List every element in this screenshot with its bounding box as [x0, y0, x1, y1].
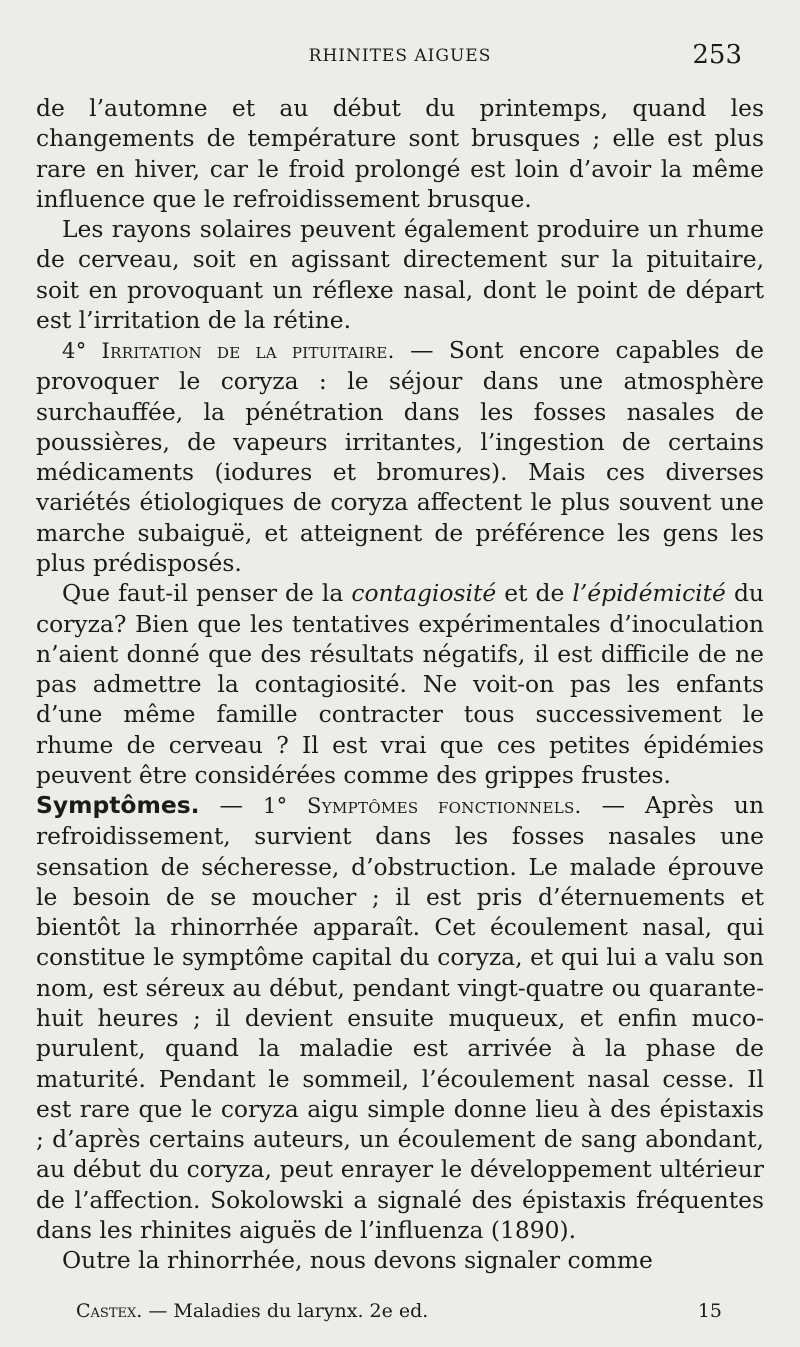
paragraph-text: — Après un refroidissement, survient dans les fosses nasales une sensation de sécheresse, d’obstruction. Le malade éprouve le besoin de se moucher ; il est pris d’éternuements et bientôt la rhinorrhée apparaît. Cet écoulement nasal, qui constitue le symptôme capital du coryza, et qui lui a valu son nom, est séreux au début, pendant vingt-quatre ou quarante-huit heures ; il devient ensuite muqueux, et enfin muco-purulent, quand la maladie est arrivée à la phase de maturité. Pendant le sommeil, l’écoulement nasal cesse. Il est rare que le coryza aigu simple donne lieu à des épistaxis ; d’après certains auteurs, un écoulement de sang abondant, au début du coryza, peut enrayer le développement ultérieur de l’affection. Sokolowski a signalé des épistaxis fréquentes dans les rhinites aiguës de l’influenza (1890). — [36, 791, 765, 1244]
subsection-heading: 4° Irritation de la pituitaire. — [62, 338, 395, 364]
paragraph-text: Que faut-il penser de la — [62, 579, 352, 608]
paragraph-text: de l’automne et au début du printemps, quand les changements de température sont brusques ; elle est plus rare en hiver, car le froid prolongé est loin d’avoir la même influence que le refroidissement brusque. — [36, 94, 764, 213]
paragraph — [36, 578, 764, 790]
paragraph-text: et de — [496, 579, 573, 608]
paragraph-text: — Sont encore capables de provoquer le coryza : le séjour dans une atmosphère surchauffée, la pénétration dans les fosses nasales de poussières, de vapeurs irritantes, l’ingestion de certains médicaments (iodures et bromures). Mais ces diverses variétés étiologiques de coryza affectent le plus souvent une marche subaiguë, et atteignent de préférence les gens les plus prédisposés. — [36, 336, 764, 577]
page-footer — [0, 1300, 800, 1330]
paragraph — [36, 1245, 764, 1275]
paragraph — [36, 214, 764, 335]
paragraph-text: Outre la rhinorrhée, nous devons signaler comme — [62, 1246, 653, 1275]
paragraph-text: du coryza? Bien que les tentatives expérimentales d’inoculation n’aient donné que des résultats négatifs, il est difficile de ne pas admettre la contagiosité. Ne voit-on pas les enfants d’une même famille contracter tous successivement le rhume de cerveau ? Il est vrai que ces petites épidémies peuvent être considérées comme des grippes frustes. — [36, 579, 764, 789]
running-header — [0, 40, 800, 80]
paragraph-text: Les rayons solaires peuvent également produire un rhume de cerveau, soit en agissant directement sur la pituitaire, soit en provoquant un réflexe nasal, dont le point de départ est l’irritation de la rétine. — [36, 215, 764, 334]
footer-author: Castex. — [76, 1300, 143, 1322]
emphasis-term: l’épidémicité — [572, 579, 726, 608]
running-title: RHINITES AIGUES — [308, 46, 492, 66]
body-text — [36, 93, 764, 1275]
section-heading: Symptômes. — [36, 791, 200, 820]
footer-source — [76, 1300, 428, 1322]
paragraph — [36, 790, 764, 1245]
paragraph — [36, 335, 764, 578]
subsection-heading: 1° Symptômes fonctionnels. — [262, 793, 582, 819]
emphasis-term: contagiosité — [351, 579, 497, 608]
page-number: 253 — [692, 40, 742, 70]
signature-mark: 15 — [697, 1300, 722, 1322]
paragraph — [36, 93, 764, 214]
dash: — — [199, 791, 263, 820]
footer-book-title: — Maladies du larynx. 2e ed. — [142, 1300, 429, 1322]
